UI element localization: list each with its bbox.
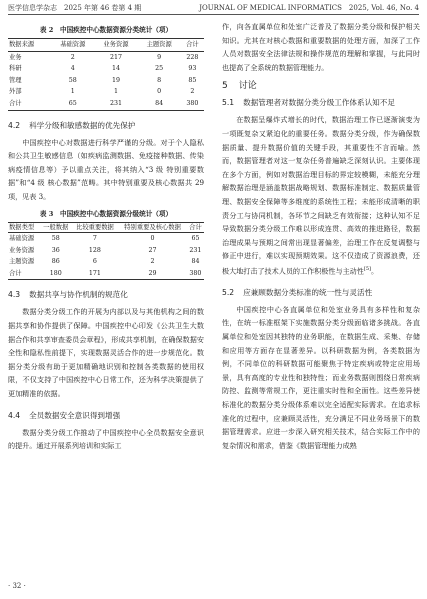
table-header-cell: 比较重要数据 [76, 223, 114, 231]
table-cell: 2 [190, 88, 195, 96]
section-title-text: 数据管理者对数据分类分级工作体系认知不足 [243, 98, 395, 108]
paragraph-end: 。 [370, 266, 379, 276]
table-cell: 180 [49, 269, 62, 277]
table-cell: 0 [150, 235, 155, 243]
table-cell: 85 [188, 76, 197, 84]
table3-caption: 表 3 中国疾控中心数据资源分级统计（项） [39, 209, 173, 218]
table-cell: 1 [113, 88, 118, 96]
table-row [8, 86, 204, 98]
section-5-1-paragraph [222, 113, 420, 277]
table-cell: 84 [191, 258, 200, 266]
table-cell: 65 [68, 99, 77, 107]
table-cell: 65 [191, 235, 200, 243]
table-cell: 128 [88, 246, 101, 254]
table-cell: 业务 [9, 53, 22, 61]
section-4-2-paragraph: 中国疾控中心对数据进行科学严谨的分级。对于个人隐私和公共卫生敏感信息（如疾病监测数据、免疫接种数据、传染病疫情信息等）予以重点关注，将其纳入“3 级 特别重要数据”和“4 级 核心数据”范畴。其中特别重要及核心数据共 29 项，见表 3。 [8, 137, 204, 201]
table-cell: 29 [148, 269, 157, 277]
table-cell: 58 [51, 235, 60, 243]
table-cell: 6 [92, 258, 97, 266]
table-cell: 19 [111, 76, 120, 84]
page-number: · 32 · [8, 582, 26, 590]
section-4-3-paragraph: 数据分类分级工作的开展为内部以及与其他机构之间的数据共享和协作提供了保障。中国疾控中心印发《公共卫生大数据合作和共享审查委员会章程》，形成共享机制，在确保数据安全性和隐私性前提下，实现数据灵活合作的进一步规范化。数据分类分级有助于更加精确地识别和控制各类数据的使用权限，不仅支持了中国疾控中心日常工作，还为科学决策提供了更加精准的依据。 [8, 307, 204, 398]
table-row [8, 75, 204, 87]
table-cell: 2 [70, 53, 75, 61]
section-title-text: 应兼顾数据分类标准的统一性与灵活性 [243, 287, 373, 297]
table-cell: 380 [186, 99, 199, 107]
table-cell: 4 [70, 65, 75, 73]
table-cell: 管理 [9, 76, 22, 84]
section-number: 4.4 [8, 410, 21, 420]
table-cell: 科研 [9, 65, 22, 73]
journal-header-right: JOURNAL OF MEDICAL INFORMATICS 2025, Vol. 46, No. 4 [199, 4, 419, 12]
table-cell: 9 [157, 53, 162, 61]
table-row [8, 233, 204, 245]
header-rule [8, 14, 419, 15]
section-4-4-paragraph: 数据分类分级工作推动了中国疾控中心全员数据安全意识的提升。通过开展系列培训和实际工 [8, 427, 204, 451]
journal-header-left: 医学信息学杂志 2025 年第 46 卷第 4 期 [8, 4, 142, 12]
table-cell: 86 [51, 258, 60, 266]
citation-ref[interactable]: [5] [363, 265, 371, 272]
table-cell: 231 [109, 99, 122, 107]
section-4-4-title [8, 410, 204, 422]
section-title-text: 科学分级和敏感数据的优先保护 [29, 120, 136, 130]
section-title-text: 全员数据安全意识得到增强 [29, 410, 121, 420]
table-cell: 7 [92, 235, 97, 243]
section-number: 4.2 [8, 120, 21, 130]
section-4-2-title [8, 120, 204, 132]
section-5-title [222, 80, 420, 93]
table-row [8, 51, 204, 63]
continued-paragraph: 作，向各直属单位和处室广泛普及了数据分类分级和保护相关知识。尤其在对核心数据和重要数据的处理方面，加深了工作人员对数据安全法律法规和操作规范的理解和掌握，与此同时也提高了全系统的数据管理能力。 [222, 22, 420, 72]
table-cell: 84 [155, 99, 164, 107]
table-header-cell: 合计 [186, 41, 199, 48]
table-row [8, 268, 204, 280]
table-cell: 合计 [9, 99, 22, 107]
table-cell: 8 [157, 76, 162, 84]
section-number: 4.3 [8, 290, 21, 300]
table-cell: 业务资源 [9, 246, 35, 254]
table-row [8, 256, 204, 268]
table-cell: 25 [155, 65, 164, 73]
table-cell: 36 [51, 246, 60, 254]
table-cell: 0 [157, 88, 162, 96]
section-number: 5.1 [222, 98, 235, 108]
table-header-cell: 数据来源 [9, 41, 35, 48]
table2 [8, 38, 204, 111]
table-row [8, 98, 204, 110]
table-cell: 380 [189, 269, 202, 277]
table-cell: 27 [148, 246, 157, 254]
table-header-cell: 基础资源 [60, 41, 86, 48]
right-column [222, 20, 420, 452]
table-cell: 58 [68, 76, 77, 84]
table-header-cell: 业务资源 [103, 41, 129, 48]
table3 [8, 222, 204, 281]
table-cell: 主题资源 [9, 258, 35, 266]
table-header-cell: 一般数据 [43, 223, 69, 231]
table-row [8, 245, 204, 257]
section-number: 5 [222, 81, 228, 92]
table-header-cell: 主题资源 [146, 41, 172, 48]
section-number: 5.2 [222, 287, 235, 297]
section-5-1-title [222, 97, 420, 109]
left-column [8, 20, 204, 453]
table-cell: 171 [88, 269, 101, 277]
paragraph-text: 在数据呈爆炸式增长的时代，数据治理工作已逐渐演变为一项既复杂又紧迫化的重要任务。数据分类分级，作为确保数据质量、提升数据价值的关键手段，其重要性不言而喻。然而，数据管理者对这一复杂任务普遍缺乏深刻认识。主要体现在多个方面，例如对数据治理目标的界定较模糊，未能充分理解数据治理是涵盖数据战略规划、数据标准制定、数据质量管理、数据安全保障等多维度的系统性工程；未能形成清晰的职责分工与协同机制，各环节之间缺乏有效衔接；这种认知不足导致数据分类分级工作难以形成连贯、高效的推进路径，数据治理成果与预期之间常出现显著偏差，治理工作在反复调整与修正中进行，难以实现预期效果。这不仅造成了资源浪费，还极大地打击了技术人员的工作积极性与主动性 [222, 115, 420, 276]
table-cell: 外部 [9, 88, 22, 96]
table-row [8, 63, 204, 75]
section-title-text: 数据共享与协作机制的规范化 [29, 290, 128, 300]
table-header-cell: 合计 [189, 223, 202, 231]
table-cell: 1 [70, 88, 75, 96]
section-title-text: 讨论 [238, 81, 257, 92]
table-header-cell: 数据类型 [9, 223, 35, 231]
table2-caption: 表 2 中国疾控中心数据资源分类统计（项） [39, 26, 173, 34]
table-cell: 217 [109, 53, 122, 61]
section-5-2-title [222, 287, 420, 299]
table-cell: 14 [111, 65, 120, 73]
section-5-2-paragraph: 中国疾控中心各直属单位和处室业务具有多样性和复杂性，在统一标准框架下实施数据分类分级面临诸多挑战。各直属单位和处室因其独特的业务职能，在数据生成、采集、存储和应用等方面存在显著差异。以科研数据为例，各类数据为例，不同单位的科研数据可能聚焦于特定疾病或特定应用场景，具有高度的专业性和独特性；而业务数据则围绕日常疾病防控、监测等常规工作，更注重实时性和全面性。这些差异使标准化的数据分类分级体系难以完全适配实际需求。在追求标准化的过程中，应兼顾灵活性，充分满足不同业务场景下的数据管理需求。应进一步深入研究相关技术，结合实际工作中的复杂情况和需求，借鉴《数据管理能力成熟 [222, 304, 420, 450]
table-cell: 93 [188, 65, 197, 73]
table-header-cell: 特别重要及核心数据 [124, 223, 181, 231]
table-cell: 2 [150, 258, 155, 266]
table-cell: 228 [186, 53, 199, 61]
section-4-3-title [8, 289, 204, 301]
table-cell: 合计 [9, 269, 22, 277]
table-cell: 基础资源 [9, 235, 35, 243]
table-cell: 231 [189, 246, 202, 254]
